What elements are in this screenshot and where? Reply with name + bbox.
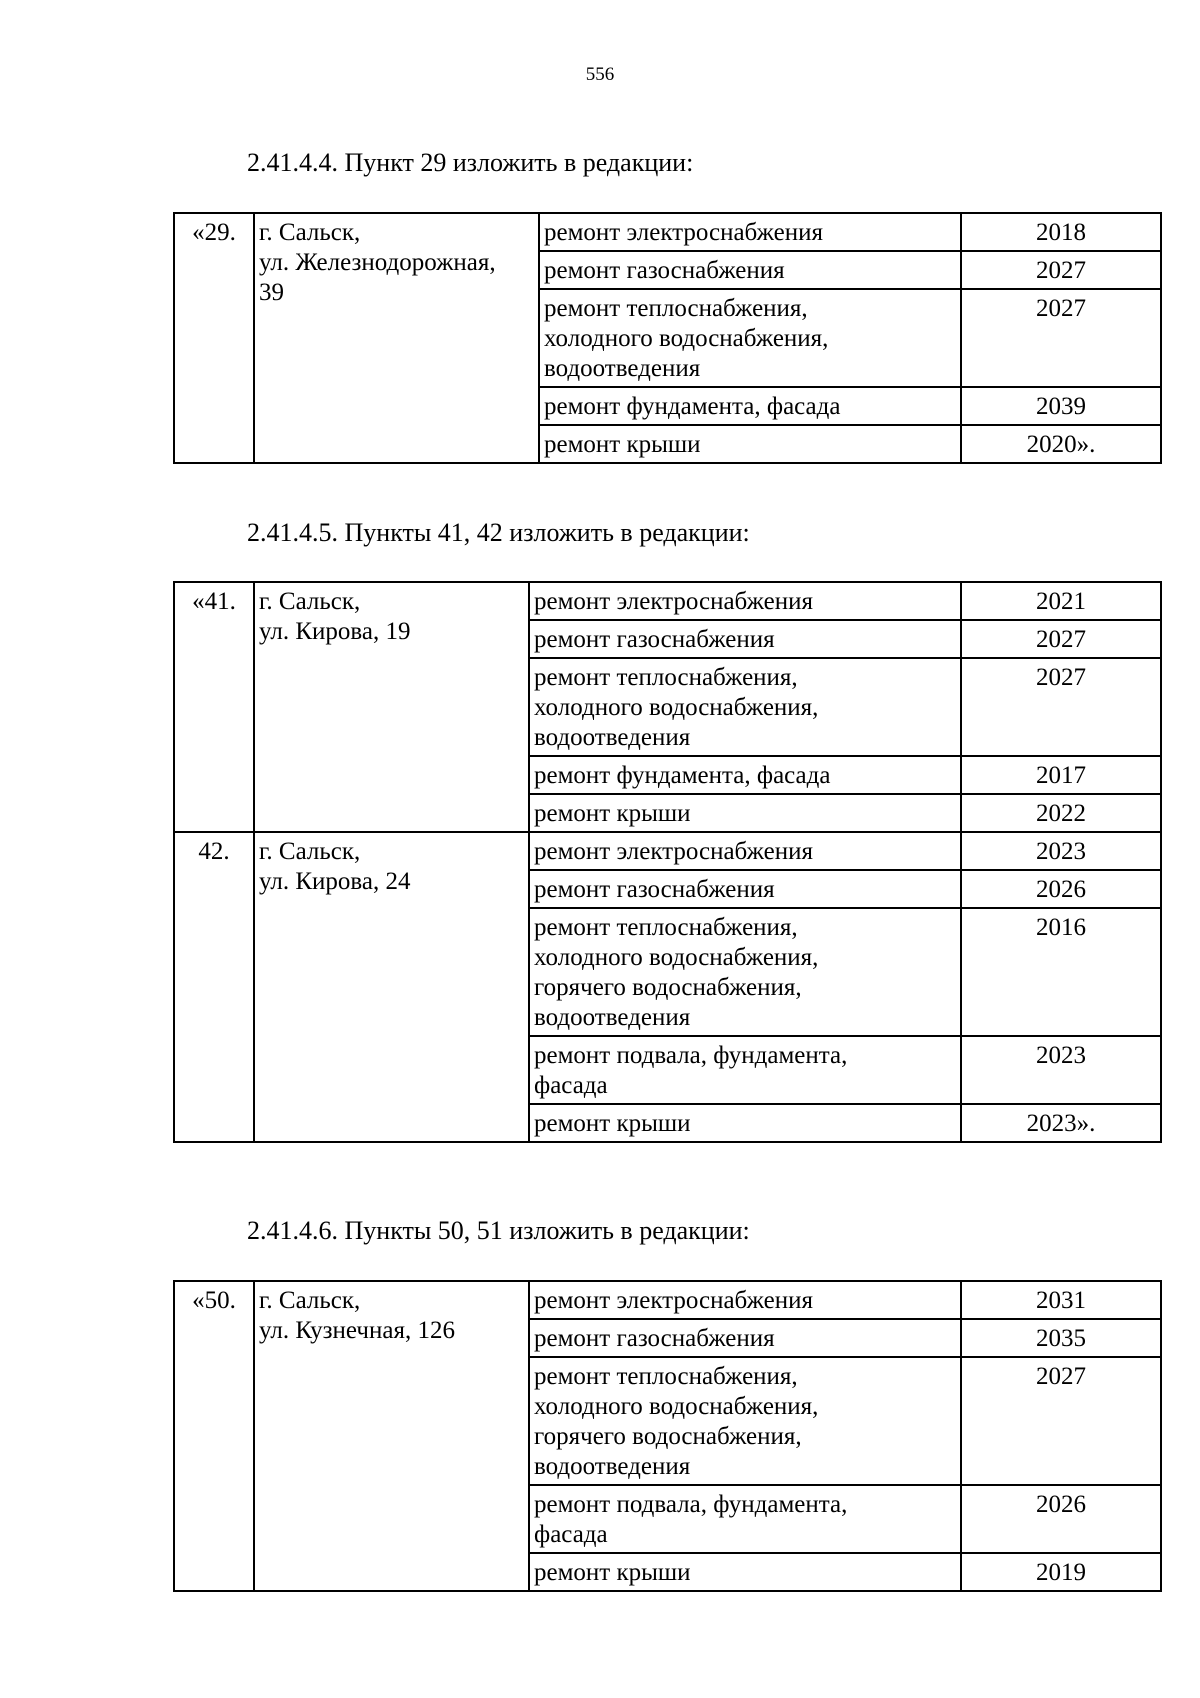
table-row bbox=[174, 213, 1161, 251]
work-type-line: ремонт теплоснабжения, bbox=[534, 1363, 798, 1390]
work-type-line: ремонт крыши bbox=[534, 1110, 691, 1137]
work-type-cell bbox=[529, 582, 961, 620]
item-number: «29. bbox=[174, 213, 254, 463]
year-cell: 2020». bbox=[961, 425, 1161, 463]
work-type-line: фасада bbox=[534, 1072, 608, 1099]
work-type-line: ремонт теплоснабжения, bbox=[534, 914, 798, 941]
work-type-line: ремонт газоснабжения bbox=[534, 1325, 775, 1352]
work-type-cell bbox=[529, 756, 961, 794]
schedule-table bbox=[173, 581, 1162, 1143]
item-number: 42. bbox=[174, 832, 254, 1142]
table-row bbox=[174, 582, 1161, 620]
work-type-line: ремонт электроснабжения bbox=[534, 1287, 813, 1314]
work-type-line: ремонт газоснабжения bbox=[544, 257, 785, 284]
work-type-line: ремонт фундамента, фасада bbox=[544, 393, 841, 420]
work-type-line: холодного водоснабжения, bbox=[534, 944, 819, 971]
year-cell: 2018 bbox=[961, 213, 1161, 251]
address-line: г. Сальск, bbox=[259, 588, 361, 615]
work-type-line: ремонт крыши bbox=[534, 1559, 691, 1586]
work-type-cell bbox=[529, 908, 961, 1036]
work-type-line: холодного водоснабжения, bbox=[544, 325, 829, 352]
work-type-cell bbox=[529, 1357, 961, 1485]
year-cell: 2027 bbox=[961, 289, 1161, 387]
work-type-line: ремонт крыши bbox=[534, 800, 691, 827]
page-number: 556 bbox=[585, 64, 615, 85]
work-type-line: ремонт газоснабжения bbox=[534, 876, 775, 903]
year-cell: 2016 bbox=[961, 908, 1161, 1036]
address-line: г. Сальск, bbox=[259, 1287, 361, 1314]
work-type-line: водоотведения bbox=[544, 355, 701, 382]
work-type-line: ремонт теплоснабжения, bbox=[544, 295, 808, 322]
year-cell: 2023 bbox=[961, 832, 1161, 870]
year-cell: 2031 bbox=[961, 1281, 1161, 1319]
work-type-cell bbox=[539, 289, 961, 387]
work-type-cell bbox=[529, 620, 961, 658]
work-type-cell bbox=[539, 425, 961, 463]
work-type-cell bbox=[529, 658, 961, 756]
section-heading: 2.41.4.4. Пункт 29 изложить в редакции: bbox=[247, 148, 694, 177]
work-type-line: холодного водоснабжения, bbox=[534, 694, 819, 721]
work-type-cell bbox=[539, 213, 961, 251]
work-type-cell bbox=[539, 251, 961, 289]
work-type-cell bbox=[529, 1036, 961, 1104]
address-cell bbox=[254, 1281, 529, 1591]
year-cell: 2027 bbox=[961, 658, 1161, 756]
table-row bbox=[174, 1281, 1161, 1319]
year-cell: 2039 bbox=[961, 387, 1161, 425]
address-line: г. Сальск, bbox=[259, 838, 361, 865]
work-type-line: водоотведения bbox=[534, 1453, 691, 1480]
work-type-cell bbox=[529, 1485, 961, 1553]
work-type-line: ремонт газоснабжения bbox=[534, 626, 775, 653]
work-type-line: ремонт электроснабжения bbox=[544, 219, 823, 246]
address-line: 39 bbox=[259, 279, 284, 306]
work-type-line: водоотведения bbox=[534, 1004, 691, 1031]
address-line: г. Сальск, bbox=[259, 219, 361, 246]
work-type-cell bbox=[529, 1553, 961, 1591]
work-type-line: ремонт подвала, фундамента, bbox=[534, 1491, 848, 1518]
work-type-line: фасада bbox=[534, 1521, 608, 1548]
work-type-line: ремонт электроснабжения bbox=[534, 838, 813, 865]
schedule-table bbox=[173, 212, 1162, 464]
year-cell: 2026 bbox=[961, 870, 1161, 908]
year-cell: 2027 bbox=[961, 251, 1161, 289]
work-type-cell bbox=[529, 1104, 961, 1142]
year-cell: 2027 bbox=[961, 620, 1161, 658]
work-type-line: горячего водоснабжения, bbox=[534, 974, 802, 1001]
item-number: «50. bbox=[174, 1281, 254, 1591]
table-row bbox=[174, 832, 1161, 870]
address-cell bbox=[254, 832, 529, 1142]
work-type-cell bbox=[539, 387, 961, 425]
work-type-line: горячего водоснабжения, bbox=[534, 1423, 802, 1450]
year-cell: 2023 bbox=[961, 1036, 1161, 1104]
year-cell: 2026 bbox=[961, 1485, 1161, 1553]
year-cell: 2019 bbox=[961, 1553, 1161, 1591]
work-type-line: ремонт крыши bbox=[544, 431, 701, 458]
address-line: ул. Кузнечная, 126 bbox=[259, 1317, 455, 1344]
item-number: «41. bbox=[174, 582, 254, 832]
schedule-table bbox=[173, 1280, 1162, 1592]
work-type-line: ремонт теплоснабжения, bbox=[534, 664, 798, 691]
work-type-line: ремонт фундамента, фасада bbox=[534, 762, 831, 789]
address-cell bbox=[254, 582, 529, 832]
year-cell: 2017 bbox=[961, 756, 1161, 794]
address-cell bbox=[254, 213, 539, 463]
year-cell: 2023». bbox=[961, 1104, 1161, 1142]
year-cell: 2027 bbox=[961, 1357, 1161, 1485]
work-type-cell bbox=[529, 1281, 961, 1319]
work-type-cell bbox=[529, 870, 961, 908]
work-type-cell bbox=[529, 1319, 961, 1357]
section-heading: 2.41.4.5. Пункты 41, 42 изложить в редакции: bbox=[247, 518, 750, 547]
address-line: ул. Кирова, 24 bbox=[259, 868, 411, 895]
work-type-line: водоотведения bbox=[534, 724, 691, 751]
work-type-line: ремонт подвала, фундамента, bbox=[534, 1042, 848, 1069]
year-cell: 2035 bbox=[961, 1319, 1161, 1357]
year-cell: 2021 bbox=[961, 582, 1161, 620]
address-line: ул. Железнодорожная, bbox=[259, 249, 496, 276]
year-cell: 2022 bbox=[961, 794, 1161, 832]
work-type-cell bbox=[529, 794, 961, 832]
work-type-line: холодного водоснабжения, bbox=[534, 1393, 819, 1420]
work-type-cell bbox=[529, 832, 961, 870]
work-type-line: ремонт электроснабжения bbox=[534, 588, 813, 615]
address-line: ул. Кирова, 19 bbox=[259, 618, 411, 645]
section-heading: 2.41.4.6. Пункты 50, 51 изложить в редакции: bbox=[247, 1216, 750, 1245]
